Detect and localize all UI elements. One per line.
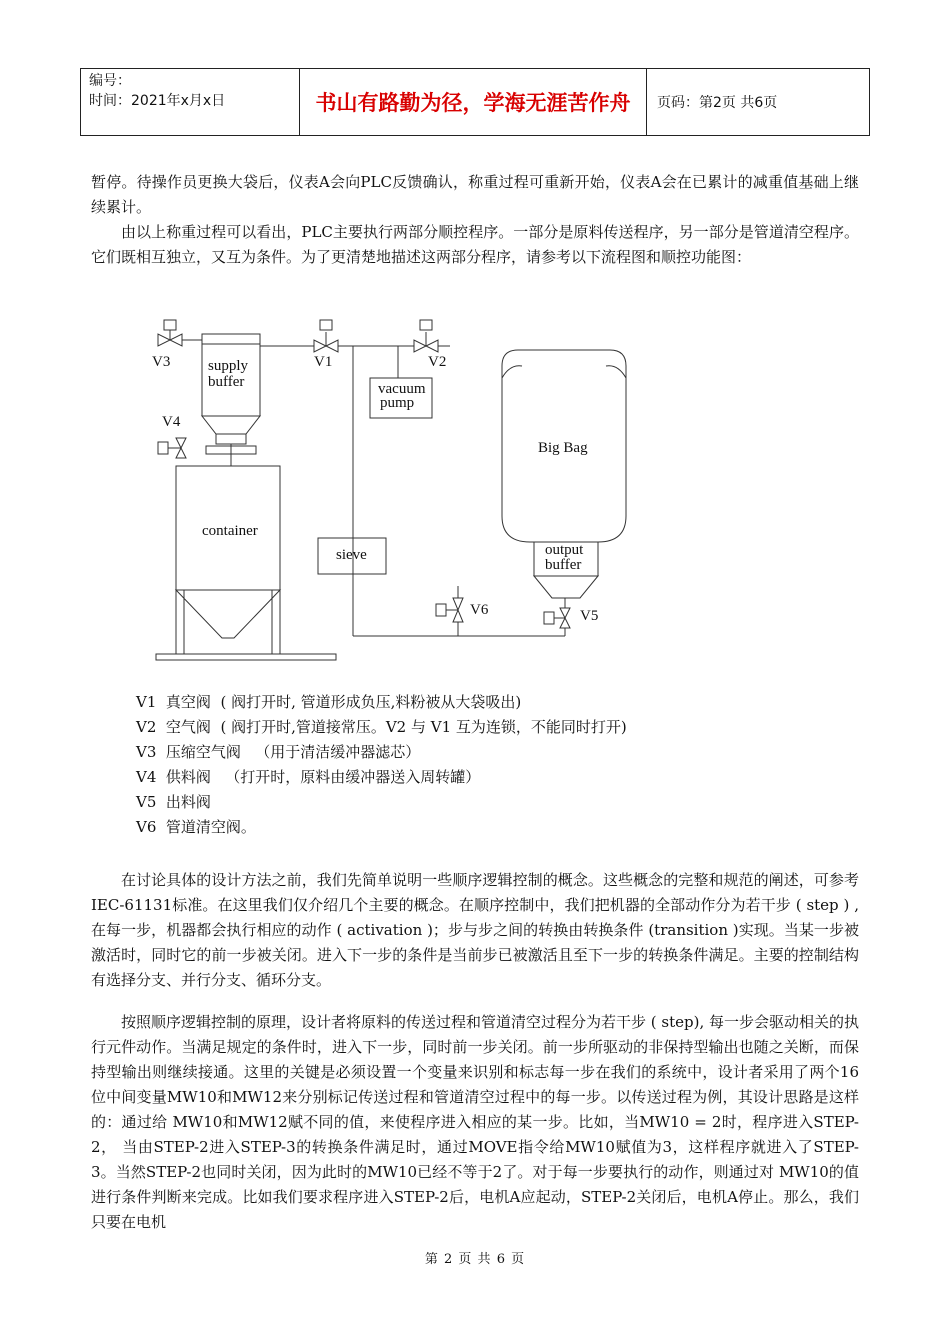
paragraph-1: 暂停。待操作员更换大袋后，仪表A会向PLC反馈确认，称重过程可重新开始，仪表A会在已累计的减重值基础上继续累计。 <box>91 173 859 216</box>
label-vacuum: vacuum <box>378 381 426 397</box>
paragraph-2: 由以上称重过程可以看出，PLC主要执行两部分顺控程序。一部分是原料传送程序，另一部分是管道清空程序。它们既相互独立，又互为条件。为了更清楚地描述这两部分程序，请参考以下流程图和顺控功能图： <box>91 223 859 266</box>
label-sieve: sieve <box>336 547 367 563</box>
v1-valve-icon <box>314 340 326 352</box>
v2-valve-icon <box>414 340 426 352</box>
label-v6: V6 <box>470 602 489 618</box>
paragraph-3: 在讨论具体的设计方法之前，我们先简单说明一些顺序逻辑控制的概念。这些概念的完整和规范的阐述，可参考IEC-61131标准。在这里我们仅介绍几个主要的概念。在顺序控制中，我们把机器的全部动作分为若干步 ( step ) , 在每一步，机器都会执行相应的动作 ( activation )；步与步之间的转换由转换条件 (transition )实现。当某一步被激活时，同时它的前一步被关闭。进入下一步的条件是当前步已被激活且至下一步的转换条件满足。主要的控制结构有选择分支、并行分支、循环分支。 <box>91 871 859 989</box>
label-v3: V3 <box>152 354 171 370</box>
v6-valve-icon <box>453 598 463 610</box>
label-supply: supply <box>208 358 249 374</box>
header-motto: 书山有路勤为径，学海无涯苦作舟 <box>300 69 647 135</box>
v3-valve-icon <box>158 334 170 346</box>
date-label: 时间：2021年x月x日 <box>89 93 226 109</box>
label-output-buffer: buffer <box>545 557 582 573</box>
label-container: container <box>202 523 258 539</box>
legend-item: V5 出料阀 <box>136 793 211 811</box>
supply-buffer-lid <box>202 334 260 344</box>
v4-valve-icon <box>176 438 186 448</box>
label-v2: V2 <box>428 354 447 370</box>
label-v5: V5 <box>580 608 599 624</box>
legend-item: V2 空气阀 ( 阀打开时,管道接常压。V2 与 V1 互为连锁，不能同时打开) <box>136 718 627 736</box>
paragraph-4: 按照顺序逻辑控制的原理，设计者将原料的传送过程和管道清空过程分为若干步 ( step), 每一步会驱动相关的执行元件动作。当满足规定的条件时，进入下一步，同时前一步关闭。前一步所驱动的非保持型输出也随之关断，而保持型输出则继续接通。这里的关键是必须设置一个变量来识别和标志每一步在我们的系统中，设计者采用了两个16位中间变量MW10和MW12来分别标记传送过程和管道清空过程中的每一步。以传送过程为例，其设计思路是这样的：通过给 MW10和MW12赋不同的值，来使程序进入相应的某一步。比如，当MW10 = 2时，程序进入STEP-2， 当由STEP-2进入STEP-3的转换条件满足时，通过MOVE指令给MW10赋值为3，这样程序就进入了STEP-3。当然STEP-2也同时关闭，因为此时的MW10已经不等于2了。对于每一步要执行的动作，则通过对 MW10的值进行条件判断来完成。比如我们要求程序进入STEP-2后，电机A应起动，STEP-2关闭后，电机A停止。那么，我们只要在电机 <box>91 1013 859 1231</box>
container-cone <box>176 590 280 638</box>
code-label: 编号： <box>89 73 131 89</box>
label-v4: V4 <box>162 414 181 430</box>
process-flow-diagram <box>150 306 650 666</box>
label-output: output <box>545 542 584 558</box>
v5-valve-icon <box>560 608 570 618</box>
page-footer: 第 2 页 共 6 页 <box>424 1252 526 1267</box>
label-pump: pump <box>380 395 415 411</box>
legend-item: V1 真空阀 ( 阀打开时, 管道形成负压,料粉被从大袋吸出) <box>136 693 522 711</box>
valve-legend <box>136 690 627 840</box>
header-page-label: 页码：第2页 共6页 <box>657 95 778 111</box>
label-v1: V1 <box>314 354 333 370</box>
legend-item: V4 供料阀 （打开时，原料由缓冲器送入周转罐） <box>136 768 481 786</box>
label-supply-buffer: buffer <box>208 374 245 390</box>
base-plate <box>156 654 336 660</box>
label-big-bag: Big Bag <box>538 440 588 456</box>
page-header <box>80 68 870 136</box>
legend-item: V3 压缩空气阀 （用于清洁缓冲器滤芯） <box>136 743 421 761</box>
header-meta <box>81 69 300 135</box>
legend-item: V6 管道清空阀。 <box>136 818 256 836</box>
